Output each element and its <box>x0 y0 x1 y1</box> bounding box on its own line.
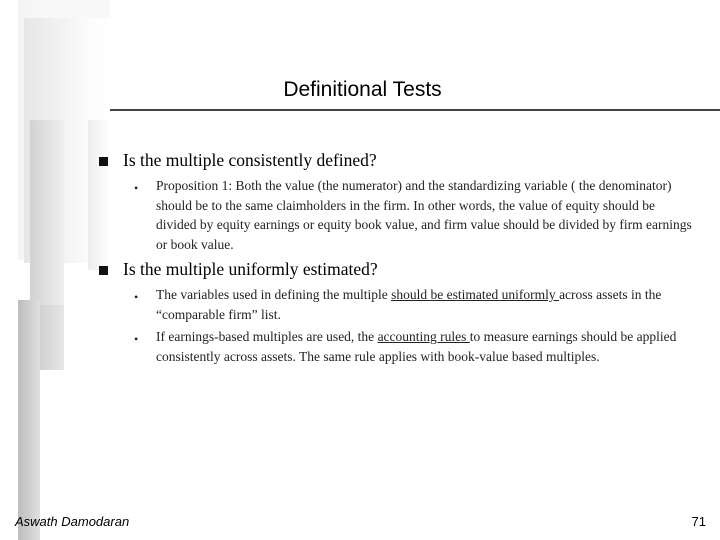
page-number: 71 <box>691 514 706 529</box>
footer-author: Aswath Damodaran <box>15 514 130 529</box>
bullet-heading: Is the multiple uniformly estimated? <box>123 259 378 279</box>
decorative-panel <box>18 300 40 540</box>
sub-bullet-text-pre: The variables used in defining the multiple <box>156 287 392 302</box>
bullet-heading: Is the multiple consistently defined? <box>123 150 377 170</box>
sub-bullet-text-post: across assets in the “comparable firm” list. <box>156 287 662 322</box>
dot-bullet-icon: • <box>134 332 139 346</box>
title-divider <box>110 109 720 111</box>
decorative-panel <box>40 0 110 18</box>
slide-title: Definitional Tests <box>283 78 442 101</box>
sub-bullet-text <box>156 327 696 366</box>
dot-bullet-icon: • <box>134 181 139 195</box>
sub-bullet-text <box>156 285 696 324</box>
underlined-phrase: should be estimated uniformly <box>391 287 560 302</box>
sub-bullet-text-pre: If earnings-based multiples are used, the <box>156 329 378 344</box>
underlined-phrase: accounting rules <box>377 329 470 344</box>
sub-bullet-text-post: to measure earnings should be applied consistently across assets. The same rule applies with book-value based multiples. <box>156 329 677 364</box>
square-bullet-icon <box>99 157 108 166</box>
square-bullet-icon <box>99 266 108 275</box>
sub-bullet-text: Proposition 1: Both the value (the numerator) and the standardizing variable ( the denominator) should be to the same claimholders in the firm. In other words, the value of equity should be divided by equity earnings or equity book value, and firm value should be divided by firm earnings or book value. <box>156 178 692 252</box>
dot-bullet-icon: • <box>134 290 139 304</box>
decorative-panel <box>88 120 110 270</box>
decorative-panel <box>30 120 64 305</box>
